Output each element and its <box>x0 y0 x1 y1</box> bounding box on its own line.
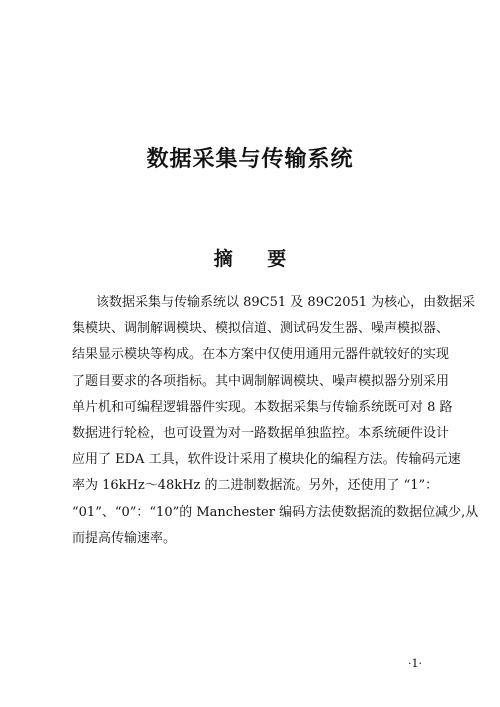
document-title: 数据采集与传输系统 <box>146 146 354 172</box>
abstract-line: 应用了 EDA 工具，软件设计采用了模块化的编程方法。传输码元速 <box>72 452 461 468</box>
abstract-line: 率为 16kHz～48kHz 的二进制数据流。另外，还使用了 “1”： <box>72 478 439 494</box>
abstract-line: 该数据采集与传输系统以 89C51 及 89C2051 为核心，由数据采 <box>96 295 476 310</box>
abstract-line: 数据进行轮检，也可设置为对一路数据单独监控。本系统硬件设计 <box>72 425 450 441</box>
abstract-body <box>72 290 479 552</box>
abstract-line: “01”、“0”：“10”的 Manchester 编码方法使数据流的数据位减少,从 <box>72 504 479 520</box>
abstract-line: 了题目要求的各项指标。其中调制解调模块、噪声模拟器分别采用 <box>72 373 450 389</box>
abstract-line: 集模块、调制解调模块、模拟信道、测试码发生器、噪声模拟器、 <box>72 321 450 337</box>
abstract-line: 结果显示模块等构成。在本方案中仅使用通用元器件就较好的实现 <box>72 347 450 363</box>
abstract-line: 单片机和可编程逻辑器件实现。本数据采集与传输系统既可对 8 路 <box>72 399 453 415</box>
abstract-heading: 摘 要 <box>213 248 287 270</box>
abstract-line: 而提高传输速率。 <box>72 530 177 546</box>
page-number: ·1· <box>408 657 422 670</box>
